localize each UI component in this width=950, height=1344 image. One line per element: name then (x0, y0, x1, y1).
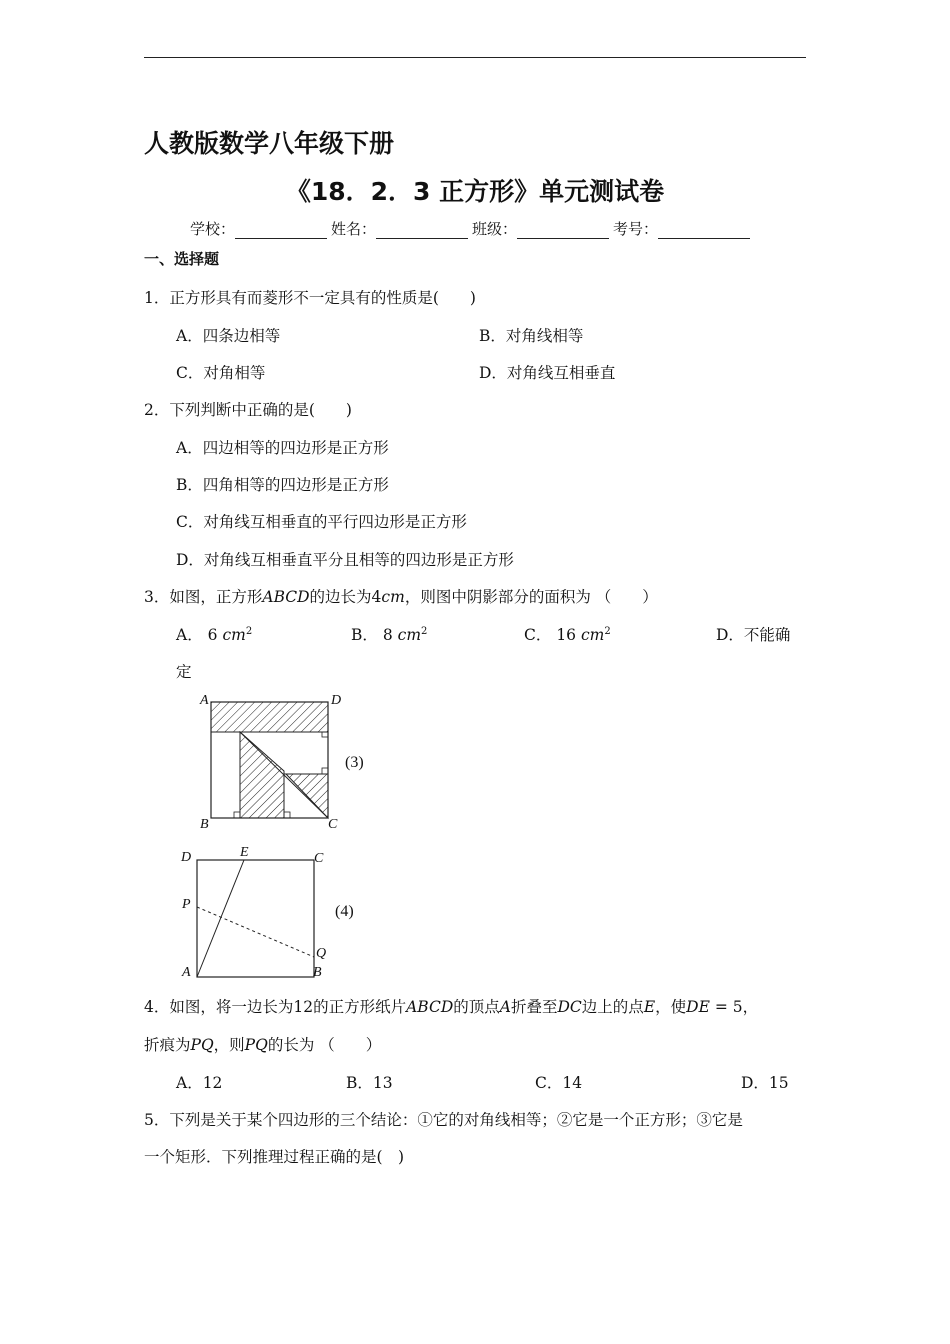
info-label-school: 学校： (190, 220, 236, 238)
fig4-label-c: C (314, 851, 324, 866)
q1-option-c: C．对角相等 (176, 364, 266, 382)
info-label-name: 姓名： (331, 220, 377, 238)
fig3-label-b: B (200, 817, 209, 832)
q2-option-a: A．四边相等的四边形是正方形 (176, 439, 389, 457)
fig4-label-p: P (182, 897, 191, 912)
q3-stem: 3．如图，正方形ABCD的边长为4cm，则图中阴影部分的面积为 （ ） (144, 588, 658, 606)
q3-option-d-wrap: 定 (176, 663, 192, 681)
q3-option-d: D．不能确 (716, 626, 791, 644)
fig4-label-q: Q (316, 946, 327, 961)
info-label-exam-no: 考号： (613, 220, 659, 238)
q2-option-d: D．对角线互相垂直平分且相等的四边形是正方形 (176, 551, 514, 569)
fig4-label-b: B (313, 965, 322, 980)
fig4-caption: (4) (335, 903, 354, 920)
student-info-row (190, 218, 754, 239)
header-rule (144, 57, 806, 58)
fig4-label-d: D (181, 850, 192, 865)
q2-stem: 2．下列判断中正确的是( ) (144, 401, 352, 419)
fig4-label-e: E (240, 845, 249, 860)
title-line-2: 《18．2．3 正方形》单元测试卷 (285, 177, 665, 206)
q4-stem-line-2: 折痕为PQ，则PQ的长为 （ ） (144, 1036, 382, 1054)
q4-stem-line-1: 4．如图，将一边长为12的正方形纸片ABCD的顶点A折叠至DC边上的点E，使DE = 5， (144, 998, 759, 1016)
q1-option-d: D．对角线互相垂直 (479, 364, 616, 382)
q1-option-b: B．对角线相等 (479, 327, 584, 345)
title-line-1: 人教版数学八年级下册 (144, 129, 395, 158)
fig3-caption: (3) (345, 754, 364, 771)
info-blank-school[interactable] (235, 223, 327, 239)
fig3-label-a: A (200, 693, 209, 708)
fig3-label-d: D (331, 693, 342, 708)
q4-option-a: A．12 (176, 1074, 223, 1092)
info-label-class: 班级： (472, 220, 518, 238)
q3-option-b: B． 8 $cm^2$ (351, 625, 428, 644)
figure-3 (190, 690, 350, 835)
info-blank-class[interactable] (517, 223, 609, 239)
info-blank-exam-no[interactable] (658, 223, 750, 239)
q3-option-a: A． 6 $cm^2$ (176, 625, 253, 644)
fig3-label-c: C (328, 817, 338, 832)
q4-option-d: D．15 (741, 1074, 789, 1092)
section-heading: 一、选择题 (144, 250, 220, 268)
q5-stem-line-1: 5．下列是关于某个四边形的三个结论：①它的对角线相等；②它是一个正方形；③它是 (144, 1111, 743, 1129)
q5-stem-line-2: 一个矩形．下列推理过程正确的是( ) (144, 1148, 405, 1166)
q1-option-a: A．四条边相等 (176, 327, 281, 345)
q2-option-b: B．四角相等的四边形是正方形 (176, 476, 389, 494)
q3-option-c: C． 16 $cm^2$ (524, 625, 611, 644)
q1-stem: 1．正方形具有而菱形不一定具有的性质是( ) (144, 289, 476, 307)
q4-option-b: B．13 (346, 1074, 393, 1092)
q2-option-c: C．对角线互相垂直的平行四边形是正方形 (176, 513, 467, 531)
info-blank-name[interactable] (376, 223, 468, 239)
q4-option-c: C．14 (535, 1074, 583, 1092)
fig4-label-a: A (182, 965, 191, 980)
